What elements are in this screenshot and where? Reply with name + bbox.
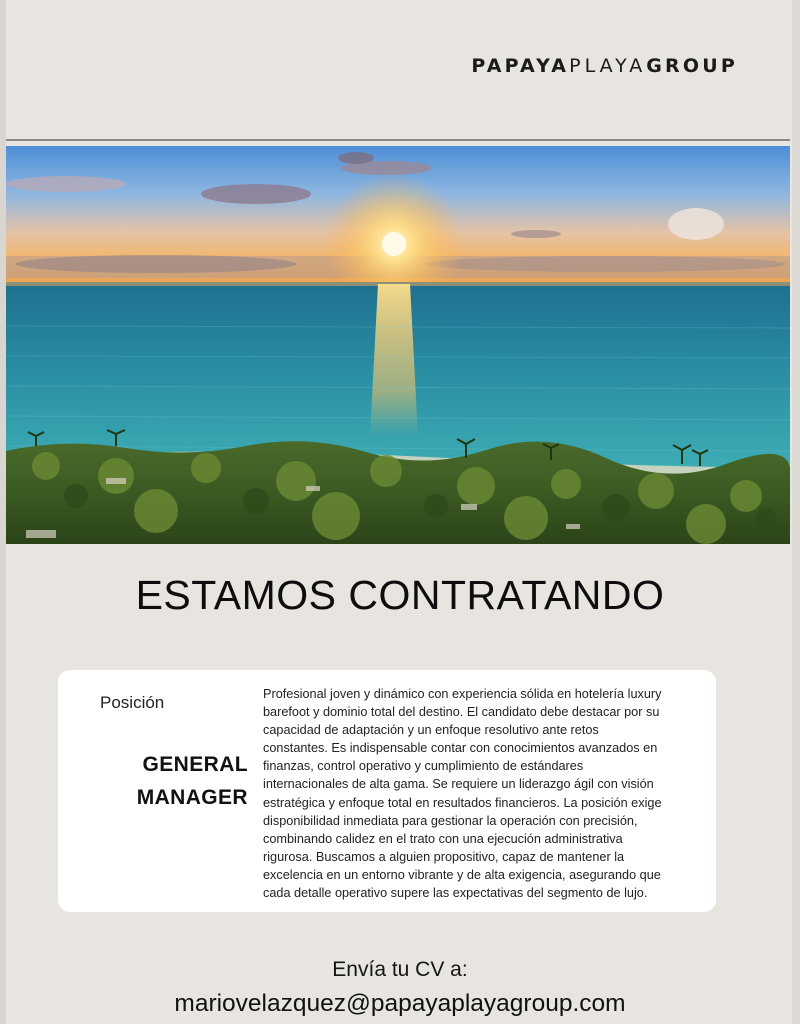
send-cv-label: Envía tu CV a: bbox=[332, 958, 468, 981]
position-title bbox=[108, 748, 248, 814]
position-label: Posición bbox=[100, 693, 165, 712]
hero-image bbox=[6, 146, 790, 544]
hiring-headline: ESTAMOS CONTRATANDO bbox=[135, 572, 665, 618]
company-logo bbox=[471, 55, 738, 77]
position-title-line-2: MANAGER bbox=[136, 786, 248, 809]
logo-part-2: PLAYA bbox=[569, 55, 647, 77]
logo-part-3: GROUP bbox=[646, 55, 738, 77]
header-divider bbox=[6, 139, 790, 141]
position-description: Profesional joven y dinámico con experiencia sólida en hotelería luxury barefoot y dominio total del destino. El candidato debe destacar por su capacidad de adaptación y un enfoque resolutivo ante retos constantes. Es indispensable contar con conocimientos avanzados en finanzas, control operativo y cumplimiento de estándares internacionales de alta gama. Se requiere un liderazgo ágil con visión estratégica y enfoque total en resultados financieros. La posición exige disponibilidad inmediata para gestionar la operación con precisión, combinando calidez en el trato con una ejecución administrativa rigurosa. Buscamos a alguien propositivo, capaz de mantener la excelencia en un entorno vibrante y de alta exigencia, asegurando que cada detalle operativo supere las expectativas del segmento de lujo. bbox=[263, 687, 662, 901]
logo-part-1: PAPAYA bbox=[471, 55, 570, 77]
position-title-line-1: GENERAL bbox=[142, 753, 248, 776]
contact-email[interactable]: mariovelazquez@papayaplayagroup.com bbox=[174, 990, 626, 1017]
page-edge-right bbox=[792, 0, 800, 1024]
